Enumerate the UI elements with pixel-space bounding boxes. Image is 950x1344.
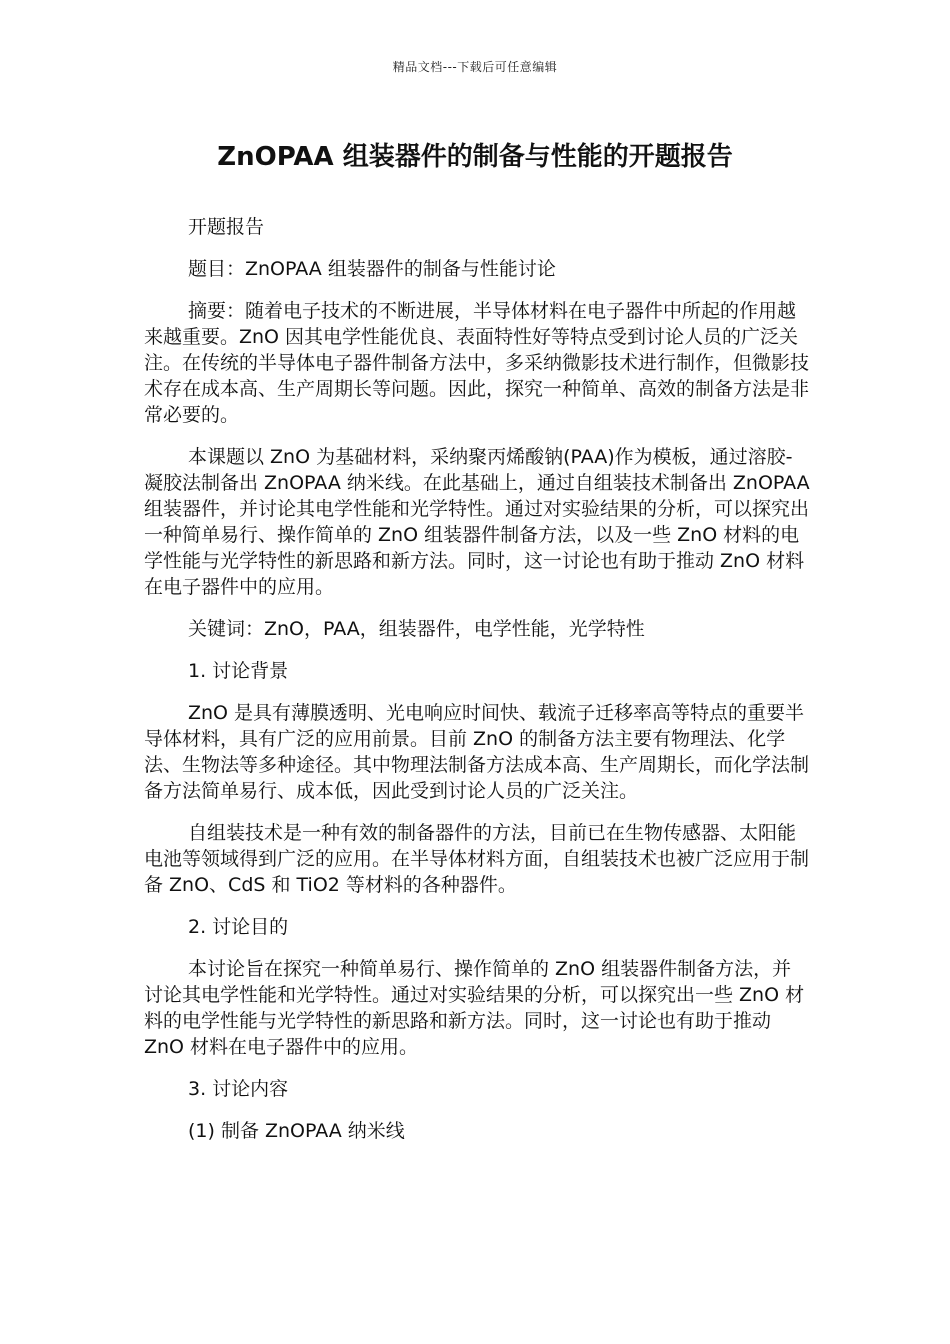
paragraph-background-zno: ZnO 是具有薄膜透明、光电响应时间快、载流子迁移率高等特点的重要半导体材料，具有广泛的应用前景。目前 ZnO 的制备方法主要有物理法、化学法、生物法等多种途径。其中物理法制备方法成本高、生产周期长，而化学法制备方法简单易行、成本低，因此受到讨论人员的广泛关注。: [144, 702, 810, 802]
section-heading-purpose: 2. 讨论目的: [188, 916, 289, 938]
section-heading-content: 3. 讨论内容: [188, 1078, 289, 1100]
paragraph-keywords: 关键词：ZnO，PAA，组装器件，电学性能，光学特性: [188, 618, 645, 640]
paragraph-report-label: 开题报告: [188, 216, 265, 238]
paragraph-background-self-assembly: 自组装技术是一种有效的制备器件的方法，目前已在生物传感器、太阳能电池等领域得到广泛的应用。在半导体材料方面，自组装技术也被广泛应用于制备 ZnO、CdS 和 TiO2 等材料的各种器件。: [144, 822, 810, 896]
header-note: 精品文档---下载后可任意编辑: [392, 60, 558, 74]
paragraph-purpose: 本讨论旨在探究一种简单易行、操作简单的 ZnO 组装器件制备方法，并讨论其电学性能和光学特性。通过对实验结果的分析，可以探究出一些 ZnO 材料的电学性能与光学特性的新思路和新方法。同时，这一讨论也有助于推动 ZnO 材料在电子器件中的应用。: [144, 958, 805, 1058]
paragraph-abstract: 摘要：随着电子技术的不断进展，半导体材料在电子器件中所起的作用越来越重要。ZnO 因其电学性能优良、表面特性好等特点受到讨论人员的广泛关注。在传统的半导体电子器件制备方法中，多采纳微影技术进行制作，但微影技术存在成本高、生产周期长等问题。因此，探究一种简单、高效的制备方法是非常必要的。: [144, 300, 810, 426]
paragraph-topic: 题目：ZnOPAA 组装器件的制备与性能讨论: [188, 258, 556, 280]
section-heading-background: 1. 讨论背景: [188, 660, 289, 682]
document-title: ZnOPAA 组装器件的制备与性能的开题报告: [217, 142, 733, 172]
list-item-content-1: (1) 制备 ZnOPAA 纳米线: [188, 1120, 405, 1142]
document-body: [144, 214, 810, 1160]
paragraph-subject-overview: 本课题以 ZnO 为基础材料，采纳聚丙烯酸钠(PAA)作为模板，通过溶胶-凝胶法制备出 ZnOPAA 纳米线。在此基础上，通过自组装技术制备出 ZnOPAA 组装器件，并讨论其电学性能和光学特性。通过对实验结果的分析，可以探究出一种简单易行、操作简单的 ZnO 组装器件制备方法，以及一些 ZnO 材料的电学性能与光学特性的新思路和新方法。同时，这一讨论也有助于推动 ZnO 材料在电子器件中的应用。: [144, 446, 810, 598]
